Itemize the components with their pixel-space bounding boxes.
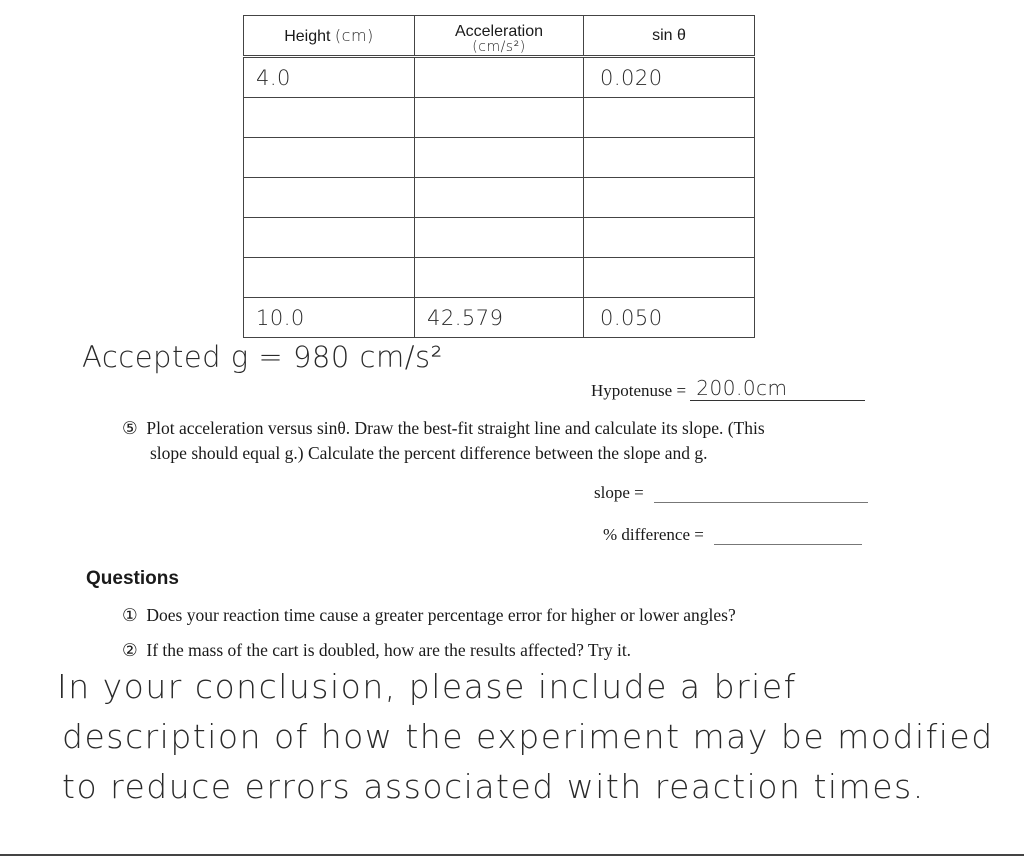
cell-value: 4.0: [256, 66, 291, 90]
table-cell: [584, 98, 755, 138]
table-cell: [584, 218, 755, 258]
accepted-g-note: Accepted g = 980 cm/s²: [82, 340, 443, 374]
table-cell: [244, 98, 415, 138]
table-cell: [415, 98, 584, 138]
cell-value: 42.579: [427, 306, 504, 330]
cell-value: 0.020: [600, 66, 663, 90]
table-cell: [244, 298, 415, 338]
table-cell: [584, 138, 755, 178]
hypotenuse-label: Hypotenuse =: [591, 381, 687, 400]
header-height-unit: (cm): [334, 25, 374, 45]
step-5-text-1: Plot acceleration versus sinθ. Draw the best-fit straight line and calculate its slope. (This: [146, 418, 765, 438]
table-cell: [584, 57, 755, 98]
header-height-label: Height: [284, 27, 331, 45]
table-cell: [415, 298, 584, 338]
questions-heading: Questions: [86, 568, 179, 589]
question-1: [122, 605, 736, 626]
table-row: [244, 298, 755, 338]
table-header-row: [244, 16, 755, 57]
table-row: [244, 138, 755, 178]
slope-field: [594, 483, 868, 503]
header-sin-theta-label: sin θ: [652, 26, 686, 44]
header-sin-theta: [584, 16, 755, 57]
bottom-rule: [0, 854, 1024, 856]
step-5-line-2: [122, 441, 765, 466]
header-acceleration-unit: (cm/s²): [472, 39, 526, 55]
slope-label: slope =: [594, 483, 644, 502]
table-row: [244, 178, 755, 218]
step-5-line-1: [122, 416, 765, 441]
percent-difference-label: % difference =: [603, 525, 704, 544]
hypotenuse-blank: [690, 376, 865, 401]
step-5-text-2: slope should equal g.) Calculate the percent difference between the slope and g.: [150, 443, 708, 463]
step-5-number: ⑤: [122, 418, 138, 438]
question-1-text: Does your reaction time cause a greater percentage error for higher or lower angles?: [146, 605, 736, 625]
cell-value: 0.050: [600, 306, 663, 330]
table-row: [244, 98, 755, 138]
question-2-text: If the mass of the cart is doubled, how are the results affected? Try it.: [146, 640, 632, 660]
table-cell: [584, 298, 755, 338]
question-2-number: ②: [122, 640, 138, 660]
table-cell: [415, 258, 584, 298]
hypotenuse-value: 200.0cm: [696, 376, 788, 400]
hypotenuse-field: [591, 376, 865, 401]
table-cell: [244, 57, 415, 98]
header-acceleration-label: Acceleration: [454, 22, 544, 40]
question-1-number: ①: [122, 605, 138, 625]
step-5-instructions: [122, 416, 765, 466]
handwritten-note-line-2: description of how the experiment may be modified: [62, 717, 994, 756]
table-cell: [244, 138, 415, 178]
percent-difference-field: [603, 525, 862, 545]
table-cell: [244, 178, 415, 218]
table-cell: [415, 218, 584, 258]
table-cell: [244, 258, 415, 298]
table-row: [244, 258, 755, 298]
table-cell: [415, 138, 584, 178]
table-cell: [415, 57, 584, 98]
handwritten-note-line-3: to reduce errors associated with reaction times.: [62, 767, 925, 806]
header-height: [244, 16, 415, 57]
cell-value: 10.0: [256, 306, 305, 330]
percent-difference-blank: [714, 530, 862, 545]
data-table: [243, 15, 755, 338]
table-row: [244, 57, 755, 98]
table-cell: [244, 218, 415, 258]
handwritten-note-line-1: In your conclusion, please include a brief: [57, 667, 797, 706]
table-cell: [584, 258, 755, 298]
question-2: [122, 640, 631, 661]
header-acceleration: [415, 16, 584, 57]
table-cell: [584, 178, 755, 218]
table-row: [244, 218, 755, 258]
table-cell: [415, 178, 584, 218]
slope-blank: [654, 488, 868, 503]
